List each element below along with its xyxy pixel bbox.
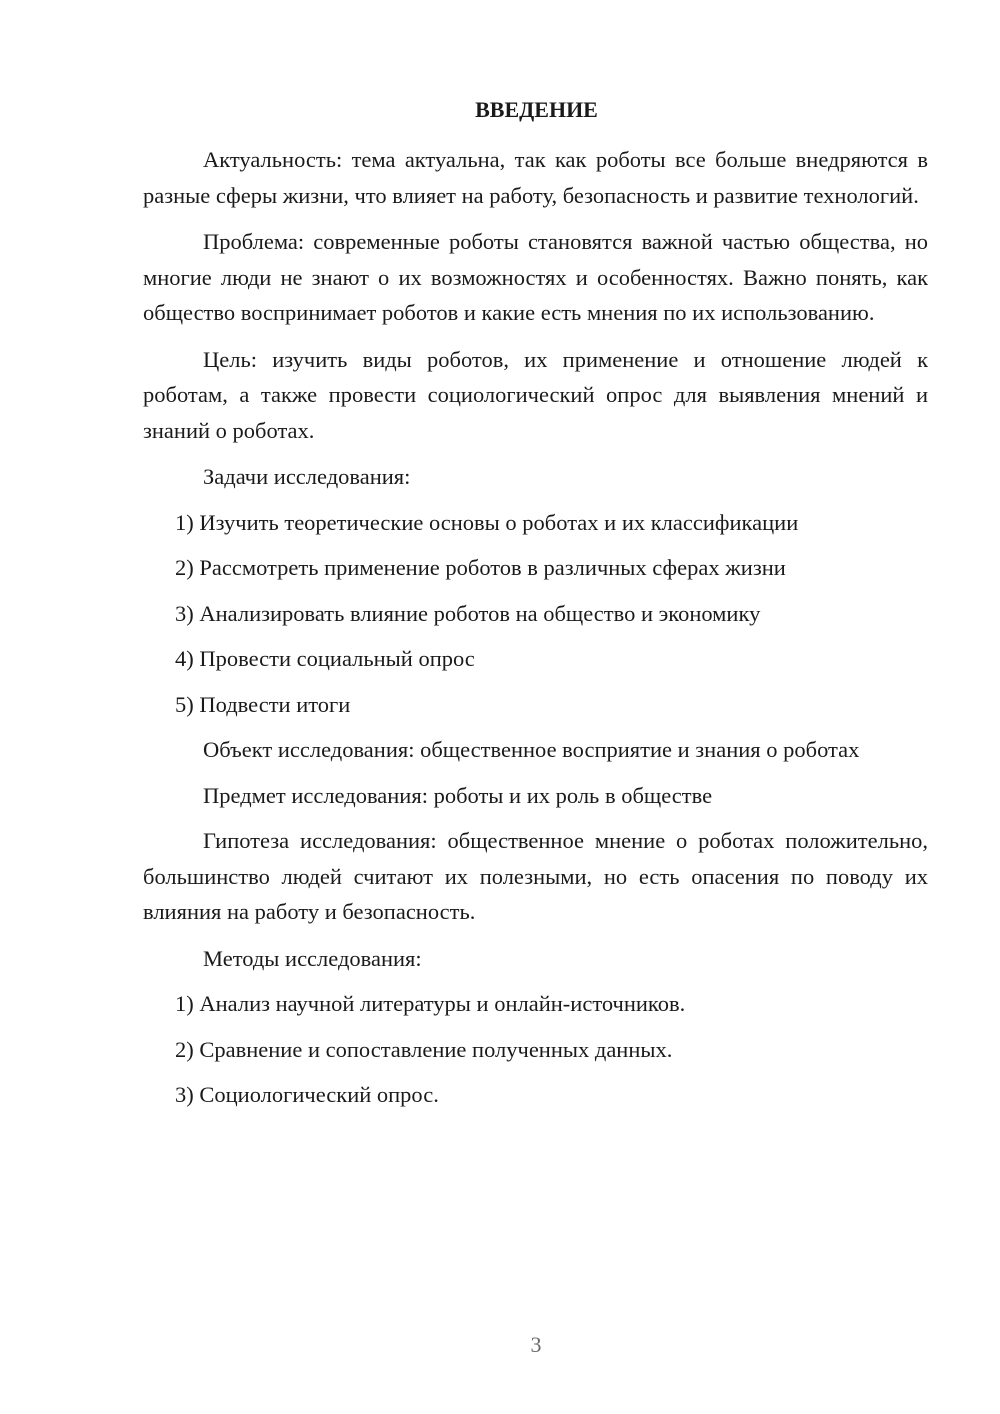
tasks-list — [143, 505, 928, 723]
research-object: Объект исследования: общественное восприятие и знания о роботах — [203, 737, 860, 762]
methods-heading: Методы исследования: — [203, 945, 422, 971]
task-item: 1) Изучить теоретические основы о роботах и их классификации — [175, 509, 799, 535]
method-item: 2) Сравнение и сопоставление полученных данных. — [175, 1036, 673, 1062]
task-item: 4) Провести социальный опрос — [175, 646, 475, 671]
page-title: ВВЕДЕНИЕ — [475, 97, 598, 122]
methods-list — [143, 986, 928, 1113]
research-subject: Предмет исследования: роботы и их роль в обществе — [203, 782, 713, 808]
page-number: 3 — [530, 1332, 542, 1357]
method-item: 3) Социологический опрос. — [175, 1082, 439, 1107]
method-item: 1) Анализ научной литературы и онлайн-источников. — [175, 991, 686, 1016]
task-item: 2) Рассмотреть применение роботов в различных сферах жизни — [175, 555, 786, 580]
relevance-paragraph: Актуальность: тема актуальна, так как роботы все больше внедряются в разные сферы жизни, что влияет на работу, безопасность и развитие технологий. — [143, 147, 928, 208]
problem-paragraph: Проблема: современные роботы становятся важной частью общества, но многие люди не знают о их возможностях и особенностях. Важно понять, как общество воспринимает роботов и какие есть мнения по их использованию. — [143, 229, 928, 325]
hypothesis-paragraph: Гипотеза исследования: общественное мнение о роботах положительно, большинство людей считают их полезными, но есть опасения по поводу их влияния на работу и безопасность. — [143, 828, 928, 924]
task-item: 3) Анализировать влияние роботов на общество и экономику — [175, 600, 761, 626]
tasks-heading: Задачи исследования: — [203, 464, 411, 489]
goal-paragraph: Цель: изучить виды роботов, их применение и отношение людей к роботам, а также провести социологический опрос для выявления мнений и знаний о роботах. — [143, 346, 928, 443]
task-item: 5) Подвести итоги — [175, 691, 351, 717]
page-content — [143, 92, 928, 1123]
